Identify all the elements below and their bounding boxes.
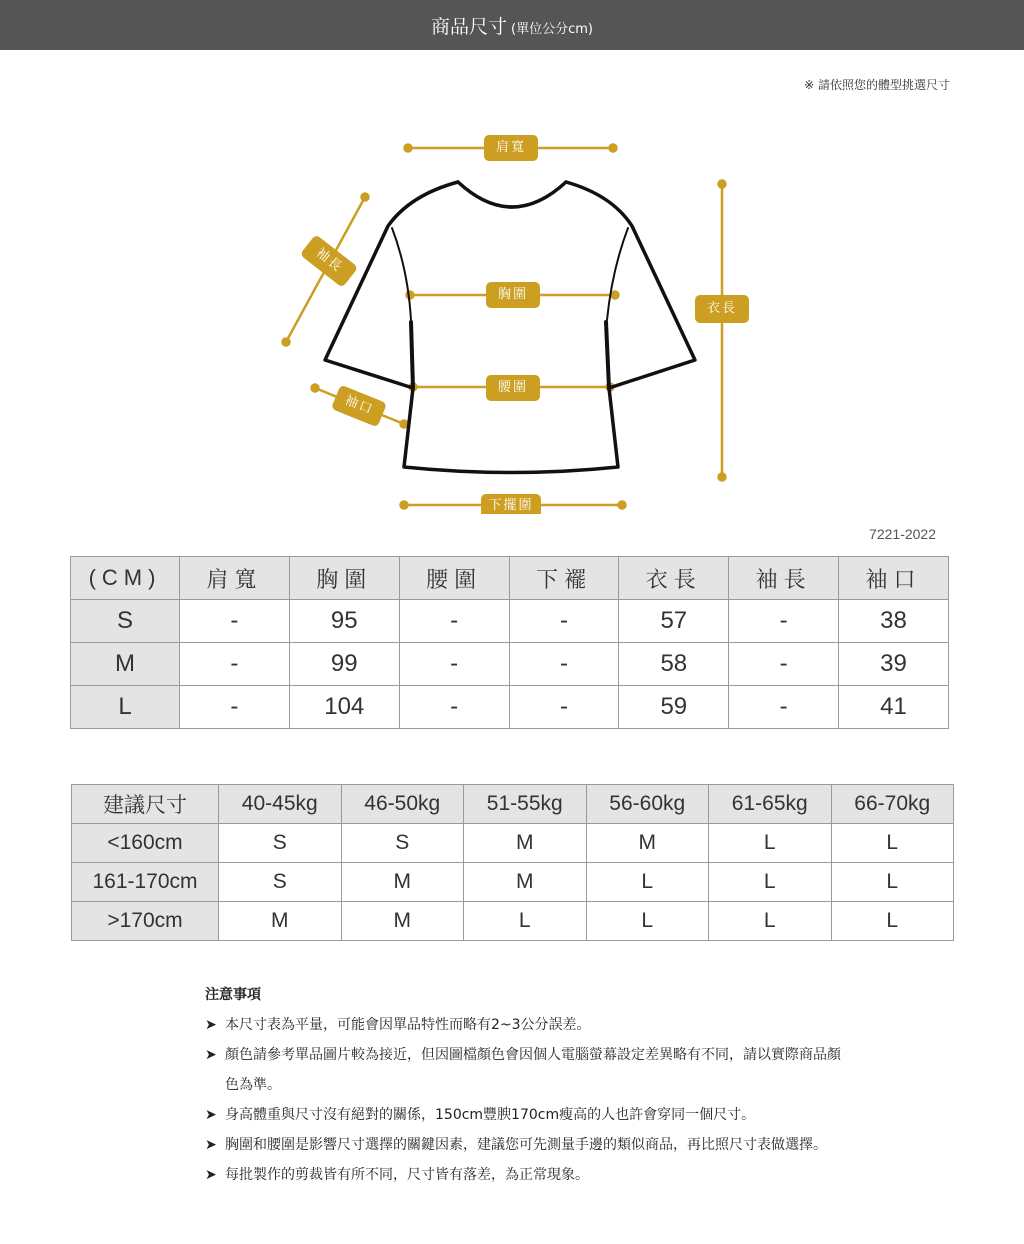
header-cell: 建議尺寸	[72, 785, 219, 824]
header-cell: 腰圍	[399, 557, 509, 600]
arrow-icon: ➤	[205, 1017, 217, 1033]
value-cell: -	[180, 643, 290, 686]
value-cell: M	[219, 902, 342, 941]
header-cell: 肩寬	[180, 557, 290, 600]
garment-diagram	[0, 120, 1024, 520]
table-row	[71, 643, 949, 686]
notes-section	[205, 980, 845, 1190]
value-cell: 104	[289, 686, 399, 729]
header-cell: 66-70kg	[831, 785, 954, 824]
value-cell: 38	[839, 600, 949, 643]
table-row	[71, 600, 949, 643]
table-row	[72, 863, 954, 902]
arrow-icon: ➤	[205, 1167, 217, 1183]
value-cell: 58	[619, 643, 729, 686]
height-cell: 161-170cm	[72, 863, 219, 902]
value-cell: L	[464, 902, 587, 941]
value-cell: L	[586, 902, 709, 941]
value-cell: 99	[289, 643, 399, 686]
value-cell: -	[180, 600, 290, 643]
note-item	[205, 1130, 845, 1160]
value-cell: -	[509, 686, 619, 729]
value-cell: M	[341, 902, 464, 941]
table-row	[72, 902, 954, 941]
value-cell: S	[219, 824, 342, 863]
recommend-table-header	[72, 785, 954, 824]
header-cell: 56-60kg	[586, 785, 709, 824]
header-cell: 袖口	[839, 557, 949, 600]
size-cell: M	[71, 643, 180, 686]
value-cell: S	[341, 824, 464, 863]
value-cell: -	[180, 686, 290, 729]
value-cell: -	[399, 686, 509, 729]
value-cell: -	[509, 643, 619, 686]
value-cell: M	[586, 824, 709, 863]
value-cell: 59	[619, 686, 729, 729]
arrow-icon: ➤	[205, 1047, 217, 1063]
value-cell: 95	[289, 600, 399, 643]
value-cell: M	[341, 863, 464, 902]
size-cell: S	[71, 600, 180, 643]
right-seam	[607, 228, 628, 320]
value-cell: -	[729, 686, 839, 729]
note-text: 顏色請參考單品圖片較為接近，但因圖檔顏色會因個人電腦螢幕設定差異略有不同，請以實際商品顏色為準。	[225, 1047, 841, 1093]
recommend-table	[71, 784, 954, 941]
product-code: 7221-2022	[869, 526, 936, 542]
notes-title: 注意事項	[205, 987, 261, 1003]
header-cell: 46-50kg	[341, 785, 464, 824]
value-cell: L	[831, 824, 954, 863]
value-cell: 39	[839, 643, 949, 686]
arrow-icon: ➤	[205, 1137, 217, 1153]
page-title: 商品尺寸	[431, 16, 508, 38]
header-cell: 61-65kg	[709, 785, 832, 824]
tag-sleeve-length: 袖長	[300, 234, 359, 288]
unit-label: (單位公分cm)	[511, 22, 593, 37]
note-text: 胸圍和腰圍是影響尺寸選擇的關鍵因素，建議您可先測量手邊的類似商品，再比照尺寸表做選擇。	[225, 1137, 827, 1153]
value-cell: M	[464, 863, 587, 902]
value-cell: -	[399, 600, 509, 643]
tag-cuff: 袖口	[331, 385, 387, 428]
shirt-outline	[325, 182, 695, 473]
size-cell: L	[71, 686, 180, 729]
tag-waist: 腰圍	[486, 375, 540, 401]
note-text: 本尺寸表為平量，可能會因單品特性而略有2~3公分誤差。	[225, 1017, 591, 1033]
header-cell: 衣長	[619, 557, 729, 600]
value-cell: 41	[839, 686, 949, 729]
note-item	[205, 1160, 845, 1190]
value-cell: -	[509, 600, 619, 643]
size-table	[70, 556, 949, 729]
note-text: 每批製作的剪裁皆有所不同，尺寸皆有落差，為正常現象。	[225, 1167, 589, 1183]
value-cell: 57	[619, 600, 729, 643]
tag-length: 衣長	[695, 295, 749, 323]
header-cell: (CM)	[71, 557, 180, 600]
header-cell: 51-55kg	[464, 785, 587, 824]
left-seam	[392, 228, 411, 320]
note-text: 身高體重與尺寸沒有絕對的關係，150cm豐腴170cm瘦高的人也許會穿同一個尺寸。	[225, 1107, 756, 1123]
value-cell: L	[709, 902, 832, 941]
height-cell: >170cm	[72, 902, 219, 941]
value-cell: L	[709, 863, 832, 902]
collar	[458, 182, 566, 207]
value-cell: -	[729, 643, 839, 686]
value-cell: S	[219, 863, 342, 902]
note-item	[205, 1100, 845, 1130]
header-cell: 袖長	[729, 557, 839, 600]
header-cell: 下襬	[509, 557, 619, 600]
height-cell: <160cm	[72, 824, 219, 863]
header-cell: 胸圍	[289, 557, 399, 600]
size-table-header	[71, 557, 949, 600]
header-cell: 40-45kg	[219, 785, 342, 824]
value-cell: L	[831, 902, 954, 941]
note-item	[205, 1040, 845, 1100]
tag-shoulder: 肩寬	[484, 135, 538, 161]
value-cell: L	[831, 863, 954, 902]
arrow-icon: ➤	[205, 1107, 217, 1123]
page-header	[0, 0, 1024, 50]
size-advice: ※ 請依照您的體型挑選尺寸	[804, 78, 950, 92]
tag-hem: 下擺圍	[481, 494, 541, 514]
table-row	[72, 824, 954, 863]
value-cell: -	[399, 643, 509, 686]
value-cell: L	[586, 863, 709, 902]
note-item	[205, 1010, 845, 1040]
value-cell: -	[729, 600, 839, 643]
value-cell: L	[709, 824, 832, 863]
tag-chest: 胸圍	[486, 282, 540, 308]
value-cell: M	[464, 824, 587, 863]
table-row	[71, 686, 949, 729]
